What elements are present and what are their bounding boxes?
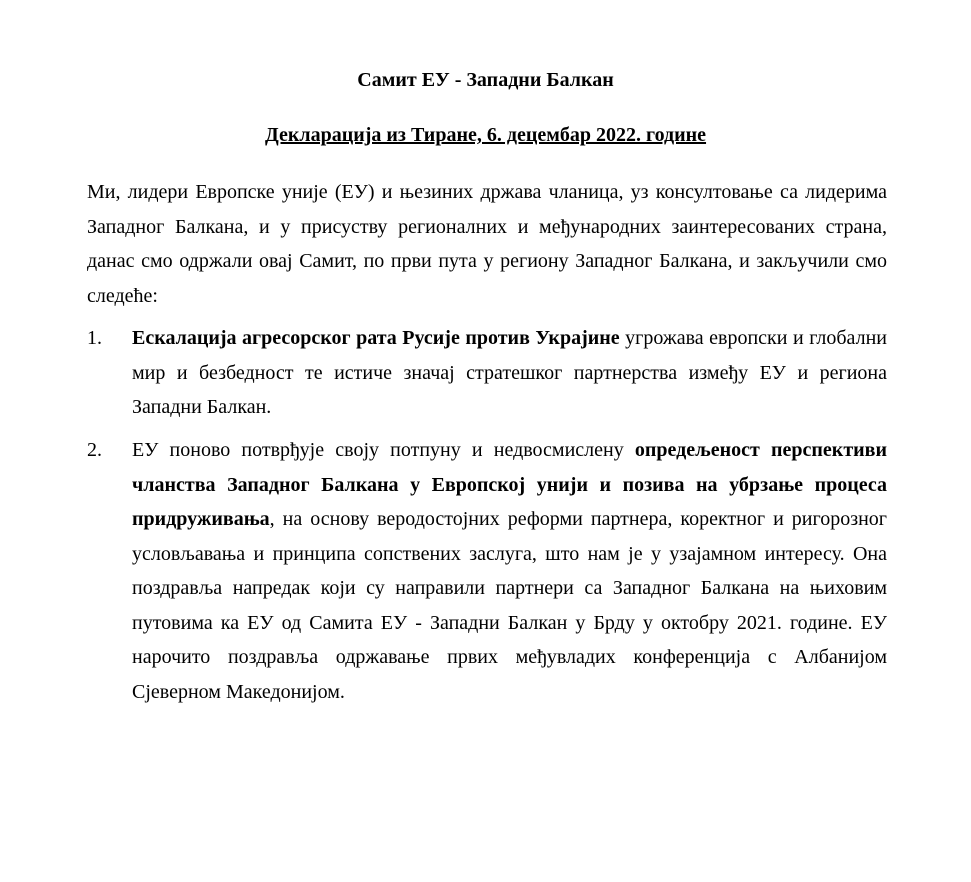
list-item-2 xyxy=(87,433,887,709)
document-subtitle: Декларација из Тиране, 6. децембар 2022. године xyxy=(264,124,707,146)
list-item-body-before: ЕУ поново потврђује своју потпуну и недвосмислену xyxy=(132,439,635,461)
list-item-bold-lead: Ескалација агресорског рата Русије против Украјине xyxy=(132,327,620,349)
intro-paragraph: Ми, лидери Европске уније (ЕУ) и њезиних држава чланица, уз консултовање са лидерима Западног Балкана, и у присуству регионалних и међународних заинтересованих страна, данас смо одржали овај Самит, по први пута у региону Западног Балкана, и закључили смо следеће: xyxy=(87,181,887,307)
list-item-1 xyxy=(87,321,887,425)
list-item-bold-mid: опредељеност перспективи чланства Западног Балкана у Европској унији и позива на убрзање процеса придруживања xyxy=(132,439,887,530)
list-item-text xyxy=(132,321,887,425)
list-item-number: 2. xyxy=(87,439,102,461)
list-item-body: угрожава европски и глобални мир и безбедност те истиче значај стратешког партнерства између ЕУ и региона Западни Балкан. xyxy=(132,327,887,418)
list-item-body-after: , на основу веродостојних реформи партнера, коректног и ригорозног условљавања и принципа сопствених заслуга, што нам је у узајамном интересу. Она поздравља напредак који су направили партнери са Западног Балкана на њиховим путовима ка ЕУ од Самита ЕУ - Западни Балкан у Брду у октобру 2021. године. ЕУ нарочито поздравља одржавање првих међувладих конференција с Албанијом Сјеверном Македонијом. xyxy=(132,508,887,703)
list-item-text xyxy=(132,433,887,709)
list-item-number: 1. xyxy=(87,327,102,349)
document-title: Самит ЕУ - Западни Балкан xyxy=(357,69,614,91)
